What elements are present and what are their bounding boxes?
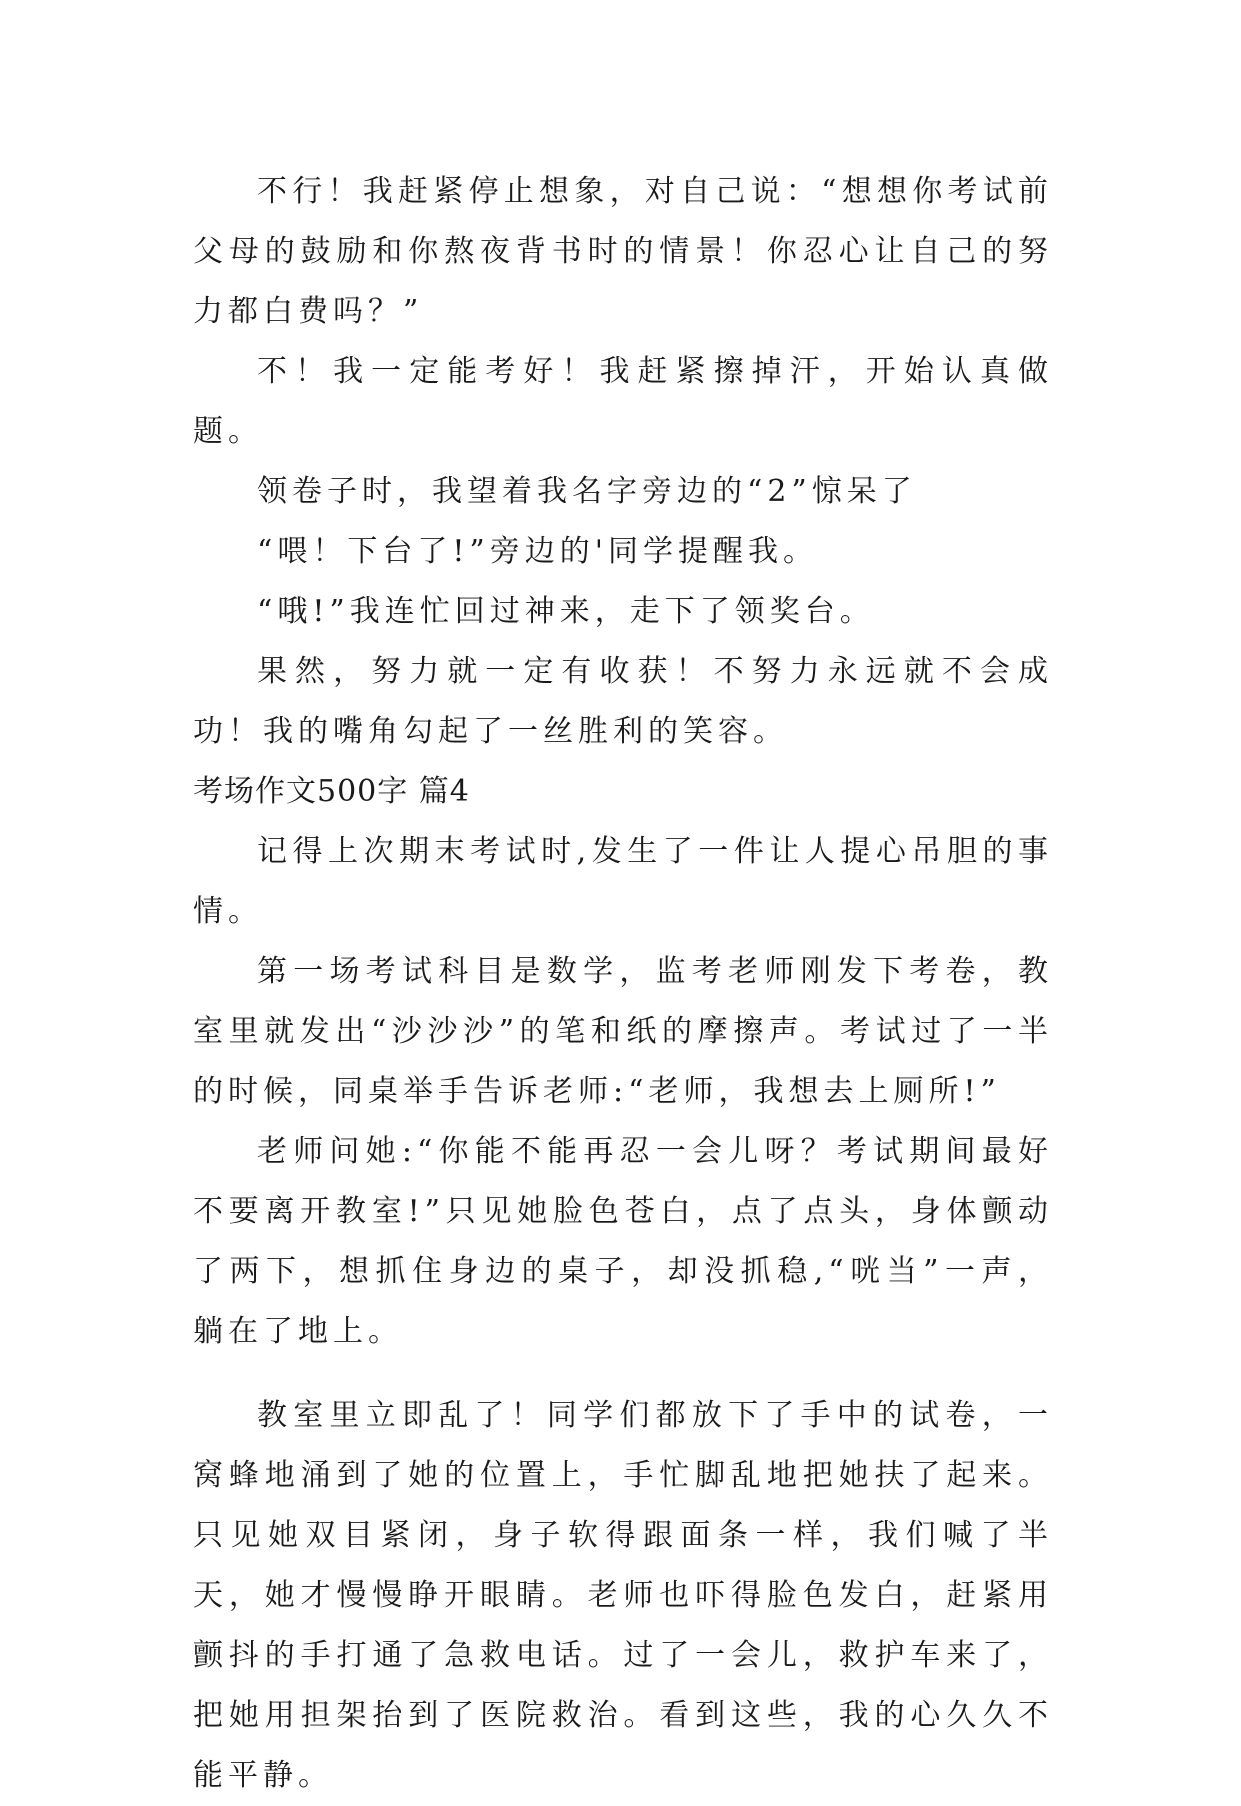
paragraph: 老师问她:“你能不能再忍一会儿呀？考试期间最好不要离开教室!”只见她脸色苍白，点了点头，身体颤动了两下，想抓住身边的桌子，却没抓稳,“咣当”一声，躺在了地上。: [193, 1134, 1053, 1349]
paragraph: 记得上次期末考试时,发生了一件让人提心吊胆的事情。: [193, 834, 1053, 929]
document-page: [193, 162, 1053, 1806]
paragraph: 第一场考试科目是数学，监考老师刚发下考卷，教室里就发出“沙沙沙”的笔和纸的摩擦声。考试过了一半的时候，同桌举手告诉老师:“老师，我想去上厕所!”: [193, 954, 1053, 1109]
section-heading: 考场作文500字 篇4: [193, 774, 470, 809]
paragraph: 不！我一定能考好！我赶紧擦掉汗，开始认真做题。: [193, 354, 1053, 449]
paragraph: 果然，努力就一定有收获！不努力永远就不会成功！我的嘴角勾起了一丝胜利的笑容。: [193, 654, 1053, 749]
paragraph: 不行！我赶紧停止想象，对自己说：“想想你考试前父母的鼓励和你熬夜背书时的情景！你忍心让自己的努力都白费吗？”: [193, 174, 1053, 329]
paragraph: “喂！下台了!”旁边的'同学提醒我。: [257, 534, 818, 569]
paragraph: “哦!”我连忙回过神来，走下了领奖台。: [257, 594, 875, 629]
paragraph: 领卷子时，我望着我名字旁边的“2”惊呆了: [257, 474, 917, 509]
paragraph: 教室里立即乱了！同学们都放下了手中的试卷，一窝蜂地涌到了她的位置上，手忙脚乱地把她扶了起来。只见她双目紧闭，身子软得跟面条一样，我们喊了半天，她才慢慢睁开眼睛。老师也吓得脸色发白，赶紧用颤抖的手打通了急救电话。过了一会儿，救护车来了，把她用担架抬到了医院救治。看到这些，我的心久久不能平静。: [193, 1398, 1053, 1793]
